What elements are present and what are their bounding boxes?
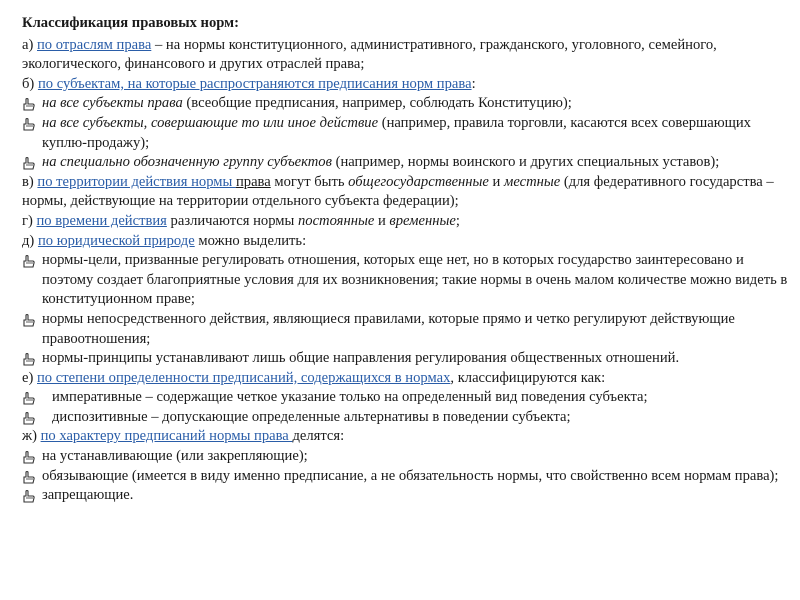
link-po-harakteru-predpisaniy[interactable]: по характеру предписаний нормы права [40, 428, 293, 445]
link-prava[interactable]: права [235, 173, 271, 190]
section-g-and: и [374, 212, 390, 229]
item-italic: на все субъекты права [42, 95, 183, 112]
list-item [22, 467, 790, 487]
section-d-prefix: д) [22, 232, 38, 249]
section-d-text: можно выделить: [194, 232, 307, 249]
hand-pointing-icon [22, 153, 38, 172]
section-zh [22, 427, 790, 447]
list-item [22, 486, 790, 506]
section-g-italic-2: временные [389, 212, 456, 229]
section-v-text: могут быть [270, 173, 349, 190]
item-text: нормы-цели, призванные регулировать отношения, которых еще нет, но в которых государство заинтересовано и поэтому создает благоприятные условия для их возникновения; такие нормы в очень малом количестве можно видеть в конституционном праве; [42, 252, 788, 308]
section-g-prefix: г) [22, 212, 37, 229]
list-item [22, 388, 790, 408]
section-g-rest: ; [455, 212, 460, 229]
section-b-prefix: б) [22, 75, 38, 92]
item-text: императивные – содержащие четкое указание только на определенный вид поведения субъекта; [52, 389, 648, 406]
hand-pointing-icon [22, 94, 38, 113]
hand-pointing-icon [22, 114, 38, 133]
item-text: (например, нормы воинского и других специальных уставов); [331, 154, 720, 171]
list-item [22, 94, 790, 114]
section-v-italic-1: общегосударственные [348, 173, 489, 190]
item-text: нормы непосредственного действия, являющиеся правилами, которые прямо и четко регулируют действующие правоотношения; [42, 310, 735, 347]
link-otraslyam-prava[interactable]: по отраслям права [37, 36, 152, 53]
list-item [22, 310, 790, 349]
item-text: (например, правила торговли, касаются всех совершающих куплю-продажу); [42, 114, 751, 151]
list-item [22, 153, 790, 173]
link-po-subektam[interactable]: по субъектам, на которые распространяются предписания норм права [37, 75, 472, 92]
page-title: Классификация правовых норм: [22, 15, 239, 31]
section-v-prefix: в) [22, 173, 38, 190]
item-text: нормы-принципы устанавливают лишь общие направления регулирования общественных отношений. [42, 350, 680, 367]
section-g-text: различаются нормы [166, 212, 298, 229]
section-d [22, 232, 790, 252]
list-item [22, 447, 790, 467]
section-a [22, 36, 790, 75]
list-item [22, 408, 790, 428]
section-v [22, 173, 790, 212]
item-italic: на специально обозначенную группу субъектов [42, 154, 332, 171]
item-italic: на все субъекты, совершающие то или иное действие [42, 114, 379, 131]
link-po-territorii[interactable]: по территории действия нормы [37, 173, 236, 190]
hand-pointing-icon [22, 408, 38, 427]
list-item [22, 251, 790, 310]
hand-pointing-icon [22, 251, 38, 270]
link-po-vremeni[interactable]: по времени действия [36, 212, 167, 229]
link-po-yuridicheskoy-prirode[interactable]: по юридической природе [37, 232, 195, 249]
section-b [22, 75, 790, 95]
hand-pointing-icon [22, 467, 38, 486]
link-po-stepeni-opredelennosti[interactable]: по степени определенности предписаний, содержащихся в нормах [37, 369, 451, 386]
hand-pointing-icon [22, 349, 38, 368]
section-v-italic-2: местные [504, 173, 561, 190]
section-b-text: : [471, 75, 476, 92]
section-a-text: – на нормы конституционного, административного, гражданского, уголовного, семейного, экологического, финансового и других отраслей права; [22, 36, 717, 73]
section-v-rest: (для федеративного государства – нормы, действующие на территории отдельного субъекта федерации); [22, 173, 774, 210]
item-text: (всеобщие предписания, например, соблюдать Конституцию); [182, 95, 572, 112]
section-g [22, 212, 790, 232]
hand-pointing-icon [22, 447, 38, 466]
item-text: диспозитивные – допускающие определенные альтернативы в поведении субъекта; [52, 408, 571, 425]
item-text: на устанавливающие (или закрепляющие); [42, 448, 308, 465]
hand-pointing-icon [22, 388, 38, 407]
section-zh-text: делятся: [292, 428, 345, 445]
section-v-and: и [488, 173, 504, 190]
hand-pointing-icon [22, 486, 38, 505]
section-e [22, 369, 790, 389]
item-text: обязывающие (имеется в виду именно предписание, а не обязательность нормы, что свойственно всем нормам права); [42, 467, 779, 484]
hand-pointing-icon [22, 310, 38, 329]
section-a-prefix: а) [22, 36, 37, 53]
section-zh-prefix: ж) [22, 428, 41, 445]
section-e-text: , классифицируются как: [450, 369, 606, 386]
section-g-italic-1: постоянные [297, 212, 375, 229]
section-e-prefix: е) [22, 369, 37, 386]
list-item [22, 349, 790, 369]
item-text: запрещающие. [42, 487, 134, 504]
list-item [22, 114, 790, 153]
